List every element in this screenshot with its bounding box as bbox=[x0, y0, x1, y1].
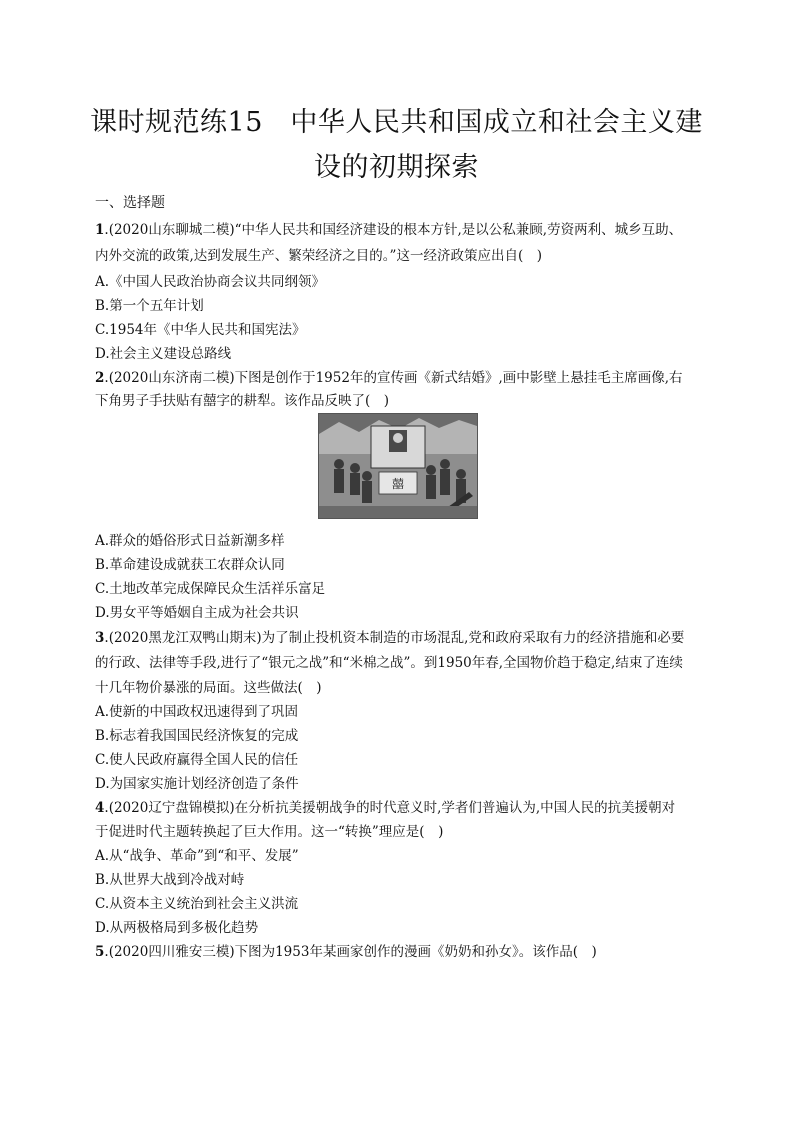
question-number: 3 bbox=[95, 630, 105, 646]
option-2d: D.男女平等婚姻自主成为社会共识 bbox=[95, 605, 299, 621]
option-1b: B.第一个五年计划 bbox=[95, 298, 204, 314]
page-title-line2: 设的初期探索 bbox=[314, 152, 479, 183]
propaganda-painting-image bbox=[318, 413, 478, 519]
question-2-line2: 下角男子手扶贴有囍字的耕犁。该作品反映了( ) bbox=[95, 393, 390, 409]
option-4d: D.从两极格局到多极化趋势 bbox=[95, 920, 259, 936]
option-2c: C.土地改革完成保障民众生活祥乐富足 bbox=[95, 581, 326, 597]
question-number: 1 bbox=[95, 222, 105, 238]
question-text: .(2020山东聊城二模)“中华人民共和国经济建设的根本方针,是以公私兼顾,劳资两利、城乡互助、 bbox=[104, 222, 683, 238]
question-3-line3: 十几年物价暴涨的局面。这些做法( ) bbox=[95, 680, 322, 696]
question-text: .(2020黑龙江双鸭山期末)为了制止投机资本制造的市场混乱,党和政府采取有力的经济措施和必要 bbox=[104, 630, 685, 646]
option-1c: C.1954年《中华人民共和国宪法》 bbox=[95, 322, 306, 338]
question-3-line1 bbox=[95, 626, 684, 646]
option-3a: A.使新的中国政权迅速得到了巩固 bbox=[95, 704, 299, 720]
option-3b: B.标志着我国国民经济恢复的完成 bbox=[95, 728, 299, 744]
question-number: 2 bbox=[95, 370, 105, 386]
question-text: .(2020山东济南二模)下图是创作于1952年的宣传画《新式结婚》,画中影壁上悬挂毛主席画像,右 bbox=[104, 370, 683, 386]
question-4-line1 bbox=[95, 796, 675, 816]
option-1a: A.《中国人民政治协商会议共同纲领》 bbox=[95, 274, 326, 290]
question-2-line1 bbox=[95, 366, 683, 386]
question-4-line2: 于促进时代主题转换起了巨大作用。这一“转换”理应是( ) bbox=[95, 824, 444, 840]
option-2a: A.群众的婚俗形式日益新潮多样 bbox=[95, 533, 285, 549]
section-heading: 一、选择题 bbox=[95, 195, 165, 211]
question-text: .(2020辽宁盘锦模拟)在分析抗美援朝战争的时代意义时,学者们普遍认为,中国人民的抗美援朝对 bbox=[104, 800, 676, 816]
page-title-line1: 课时规范练15 中华人民共和国成立和社会主义建 bbox=[90, 107, 703, 138]
question-text: .(2020四川雅安三模)下图为1953年某画家创作的漫画《奶奶和孙女》。该作品( ) bbox=[104, 944, 597, 960]
option-4b: B.从世界大战到冷战对峙 bbox=[95, 872, 245, 888]
option-2b: B.革命建设成就获工农群众认同 bbox=[95, 557, 285, 573]
question-number: 5 bbox=[95, 944, 105, 960]
option-4a: A.从“战争、革命”到“和平、发展” bbox=[95, 848, 299, 864]
double-happiness-character: 囍 bbox=[391, 477, 405, 491]
question-3-line2: 的行政、法律等手段,进行了“银元之战”和“米棉之战”。到1950年春,全国物价趋于稳定,结束了连续 bbox=[95, 655, 683, 671]
question-5-line1 bbox=[95, 940, 597, 960]
question-number: 4 bbox=[95, 800, 105, 816]
option-3d: D.为国家实施计划经济创造了条件 bbox=[95, 776, 299, 792]
question-1-line1 bbox=[95, 218, 682, 238]
question-1-line2: 内外交流的政策,达到发展生产、繁荣经济之目的。”这一经济政策应出自( ) bbox=[95, 248, 542, 264]
option-3c: C.使人民政府赢得全国人民的信任 bbox=[95, 752, 299, 768]
propaganda-painting-icon bbox=[319, 414, 477, 518]
option-1d: D.社会主义建设总路线 bbox=[95, 346, 232, 362]
option-4c: C.从资本主义统治到社会主义洪流 bbox=[95, 896, 299, 912]
